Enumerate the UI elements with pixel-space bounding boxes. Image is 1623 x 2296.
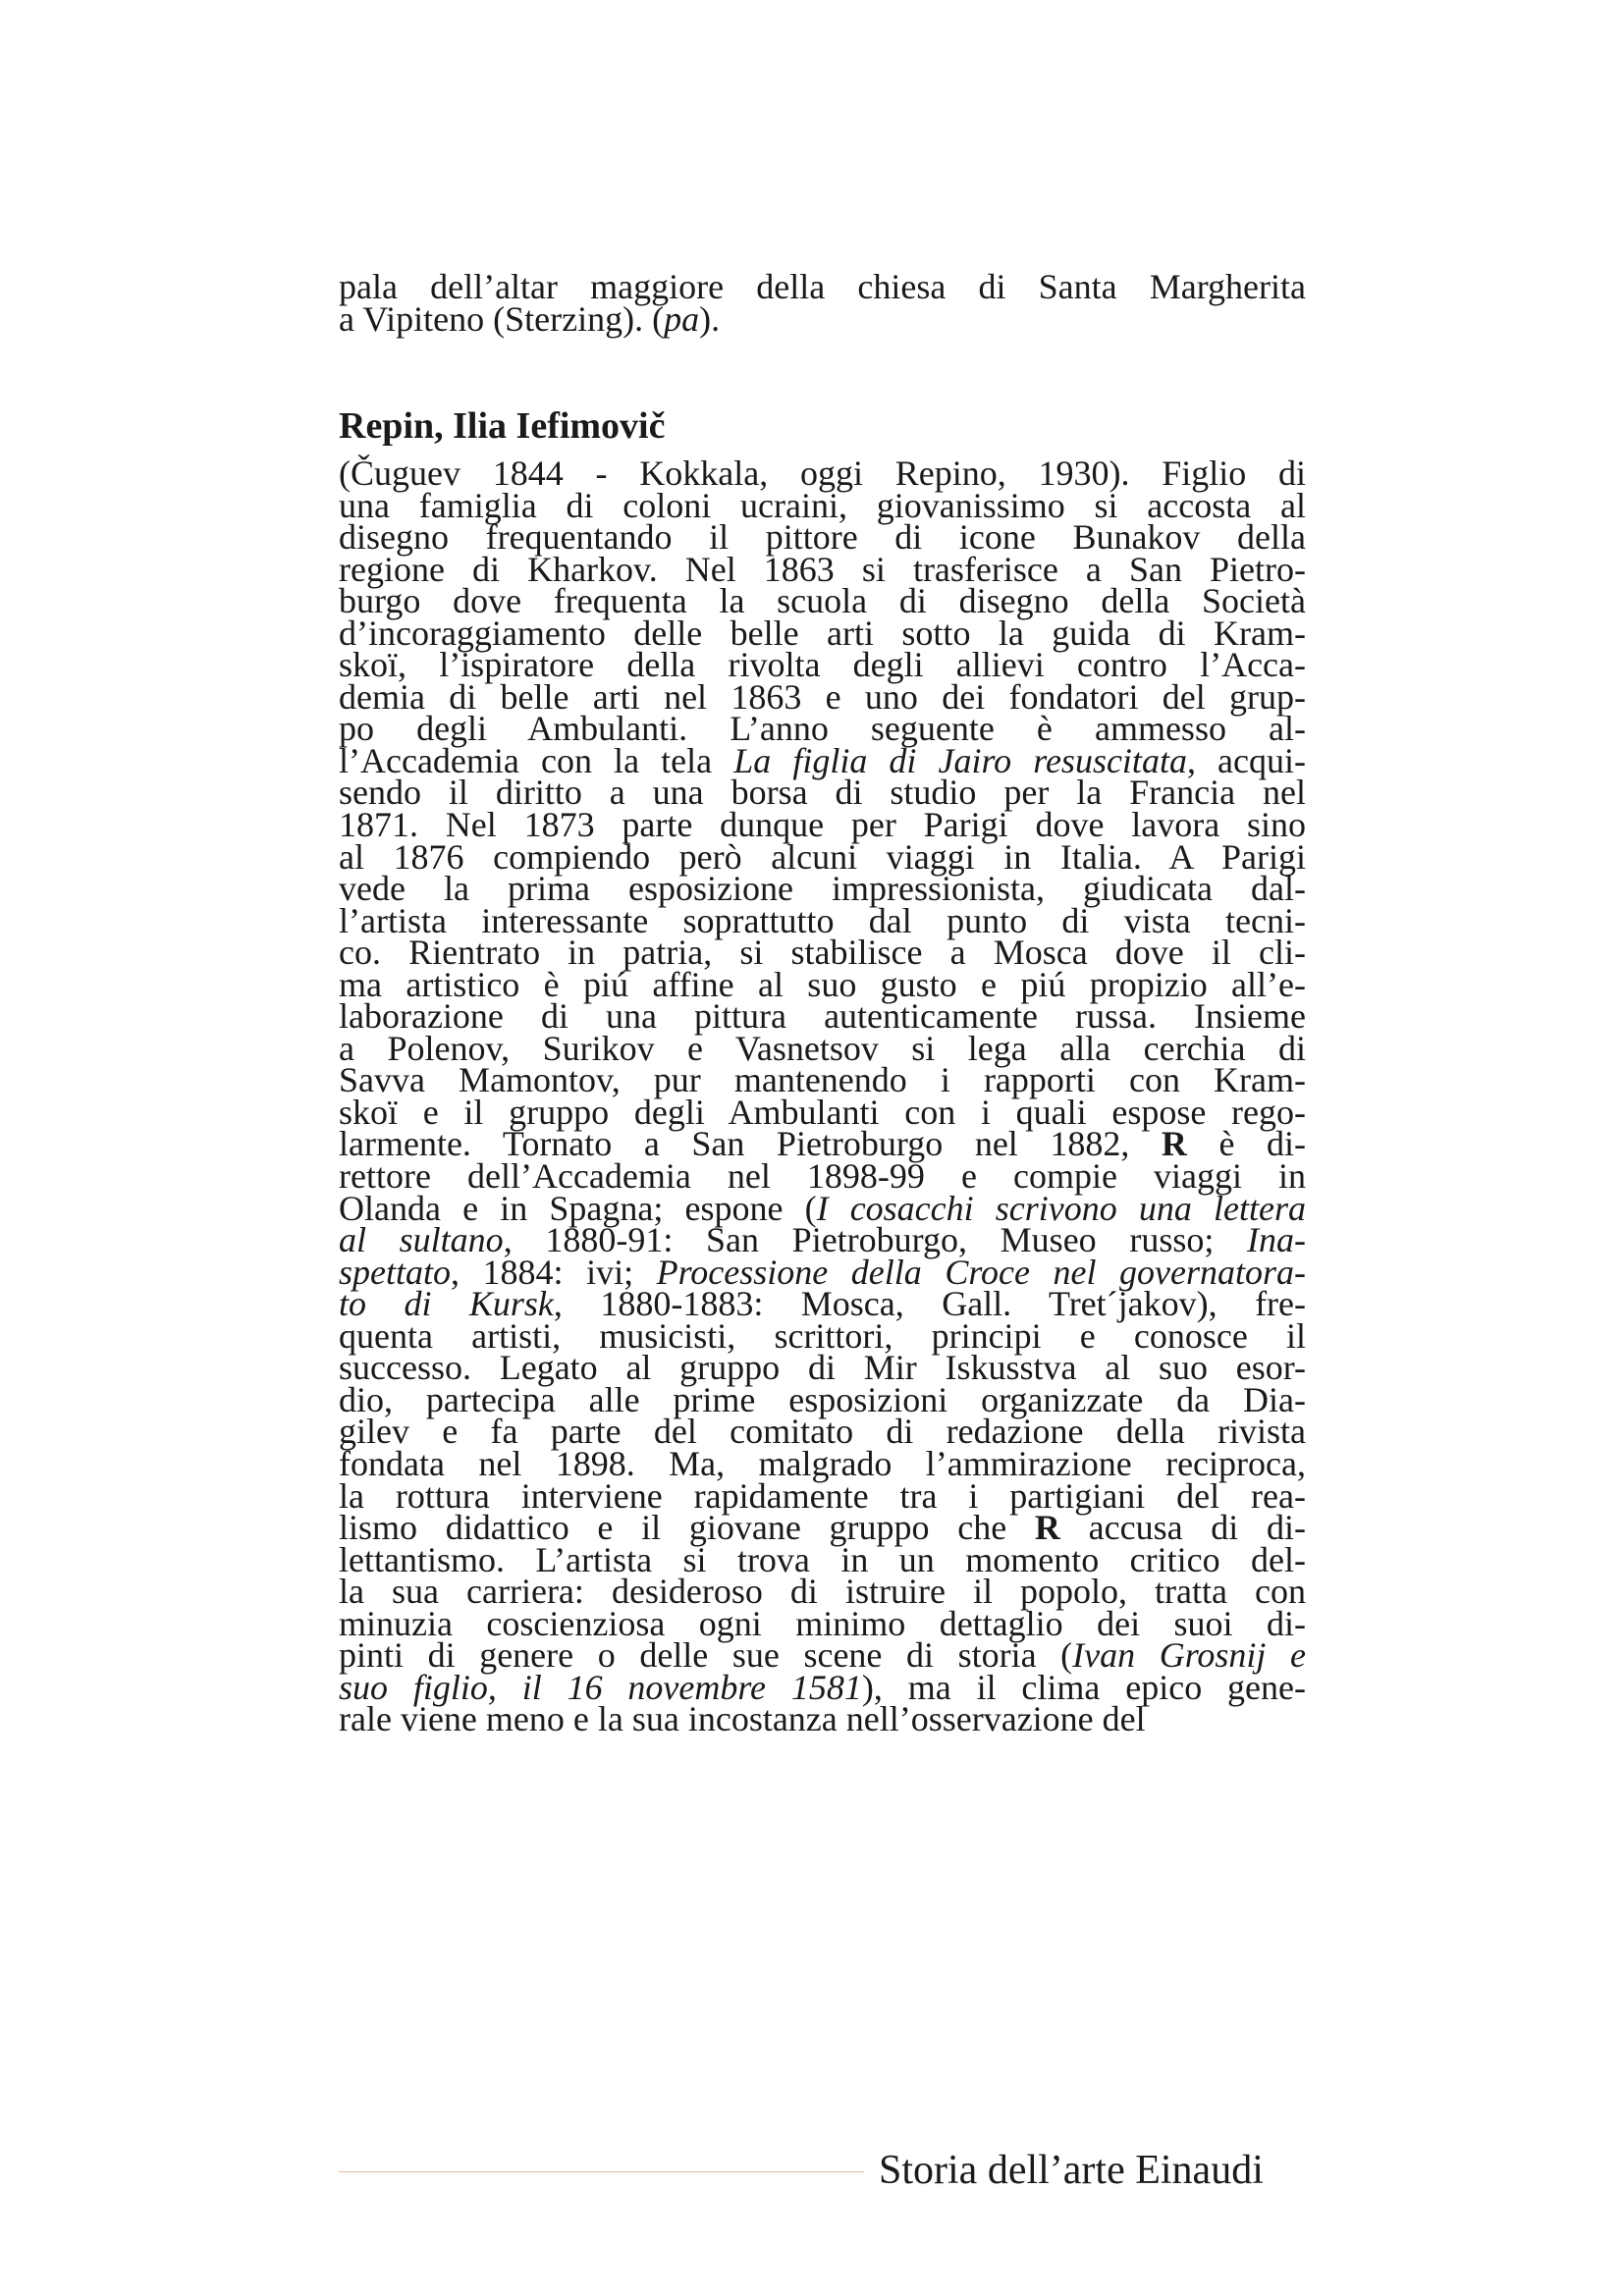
entry-line: fondata nel 1898. Ma, malgrado l’ammirazione reciproca, <box>339 1443 1306 1483</box>
entry-line: al 1876 compiendo però alcuni viaggi in Italia. A Parigi <box>339 836 1306 877</box>
entry-line: rale viene meno e la sua incostanza nell’osservazione del <box>339 1699 1146 1739</box>
entry-line: Olanda e in Spagna; espone (I cosacchi scrivono una lettera <box>339 1188 1306 1228</box>
entry-line: l’artista interessante soprattutto dal punto di vista tecni- <box>339 900 1306 940</box>
entry-line: vede la prima esposizione impressionista, giudicata dal- <box>339 869 1306 909</box>
entry-line: to di Kursk, 1880-1883: Mosca, Gall. Tret´jakov), fre- <box>339 1284 1307 1324</box>
intro-line-1: pala dell’altar maggiore della chiesa di Santa Margherita <box>339 267 1306 306</box>
entry-line: skoï e il gruppo degli Ambulanti con i quali espose rego- <box>339 1092 1306 1132</box>
author-initials: pa <box>664 298 700 339</box>
entry-line: regione di Kharkov. Nel 1863 si trasferisce a San Pietro- <box>339 549 1306 589</box>
intro-line-2-end: ). <box>699 298 721 339</box>
entry-line: co. Rientrato in patria, si stabilisce a Mosca dove il cli- <box>339 933 1306 973</box>
entry-line: al sultano, 1880-91: San Pietroburgo, Museo russo; Ina- <box>339 1220 1307 1260</box>
entry-line: gilev e fa parte del comitato di redazione della rivista <box>339 1412 1306 1452</box>
entry-line: sendo il diritto a una borsa di studio per la Francia nel <box>339 773 1306 813</box>
entry-line: 1871. Nel 1873 parte dunque per Parigi dove lavora sino <box>339 805 1306 845</box>
footer-title: Storia dell’arte Einaudi <box>879 2148 1264 2193</box>
entry-line: una famiglia di coloni ucraini, giovanissimo si accosta al <box>339 485 1306 525</box>
entry-line: lettantismo. L’artista si trova in un momento critico del- <box>339 1539 1306 1579</box>
entry-heading: Repin, Ilia Iefimovič <box>339 405 666 447</box>
entry-line: suo figlio, il 16 novembre 1581), ma il clima epico gene- <box>339 1667 1306 1707</box>
entry-line: la rottura interviene rapidamente tra i partigiani del rea- <box>339 1475 1306 1516</box>
entry-line: pinti di genere o delle sue scene di storia (Ivan Grosnij e <box>339 1635 1306 1676</box>
entry-line: a Polenov, Surikov e Vasnetsov si lega alla cerchia di <box>339 1028 1306 1068</box>
entry-line: skoï, l’ispiratore della rivolta degli allievi contro l’Acca- <box>339 645 1306 685</box>
entry-line: spettato, 1884: ivi; Processione della Croce nel governatora- <box>339 1252 1306 1292</box>
entry-line: burgo dove frequenta la scuola di disegno della Società <box>339 581 1306 621</box>
entry-line: minuzia coscienziosa ogni minimo dettaglio dei suoi di- <box>339 1603 1306 1643</box>
entry-line: disegno frequentando il pittore di icone Bunakov della <box>339 517 1306 558</box>
entry-line: po degli Ambulanti. L’anno seguente è ammesso al- <box>339 709 1306 749</box>
intro-line-2 <box>339 298 1306 339</box>
entry-line: (Čuguev 1844 - Kokkala, oggi Repino, 1930). Figlio di <box>339 454 1306 493</box>
entry-line: la sua carriera: desideroso di istruire il popolo, tratta con <box>339 1572 1306 1612</box>
intro-line-2-text: a Vipiteno (Sterzing). ( <box>339 298 665 339</box>
footer-rule <box>339 2171 864 2172</box>
entry-line: larmente. Tornato a San Pietroburgo nel 1882, R è di- <box>339 1124 1307 1164</box>
entry-line: demia di belle arti nel 1863 e uno dei fondatori del grup- <box>339 676 1306 717</box>
entry-line: successo. Legato al gruppo di Mir Iskusstva al suo esor- <box>339 1348 1306 1388</box>
entry-line: dio, partecipa alle prime esposizioni organizzate da Dia- <box>339 1379 1306 1419</box>
entry-line: Savva Mamontov, pur mantenendo i rapporti con Kram- <box>339 1060 1306 1100</box>
entry-line: laborazione di una pittura autenticamente russa. Insieme <box>339 996 1306 1037</box>
entry-line: rettore dell’Accademia nel 1898-99 e compie viaggi in <box>339 1156 1306 1197</box>
entry-line: l’Accademia con la tela La figlia di Jairo resuscitata, acqui- <box>339 740 1306 780</box>
entry-line: quenta artisti, musicisti, scrittori, principi e conosce il <box>339 1315 1306 1356</box>
entry-body <box>339 454 1307 1739</box>
entry-line: ma artistico è piú affine al suo gusto e piú propizio all’e- <box>339 964 1306 1004</box>
entry-line: d’incoraggiamento delle belle arti sotto la guida di Kram- <box>339 613 1306 653</box>
intro-paragraph <box>339 267 1306 339</box>
entry-line: lismo didattico e il giovane gruppo che R accusa di di- <box>339 1508 1306 1548</box>
